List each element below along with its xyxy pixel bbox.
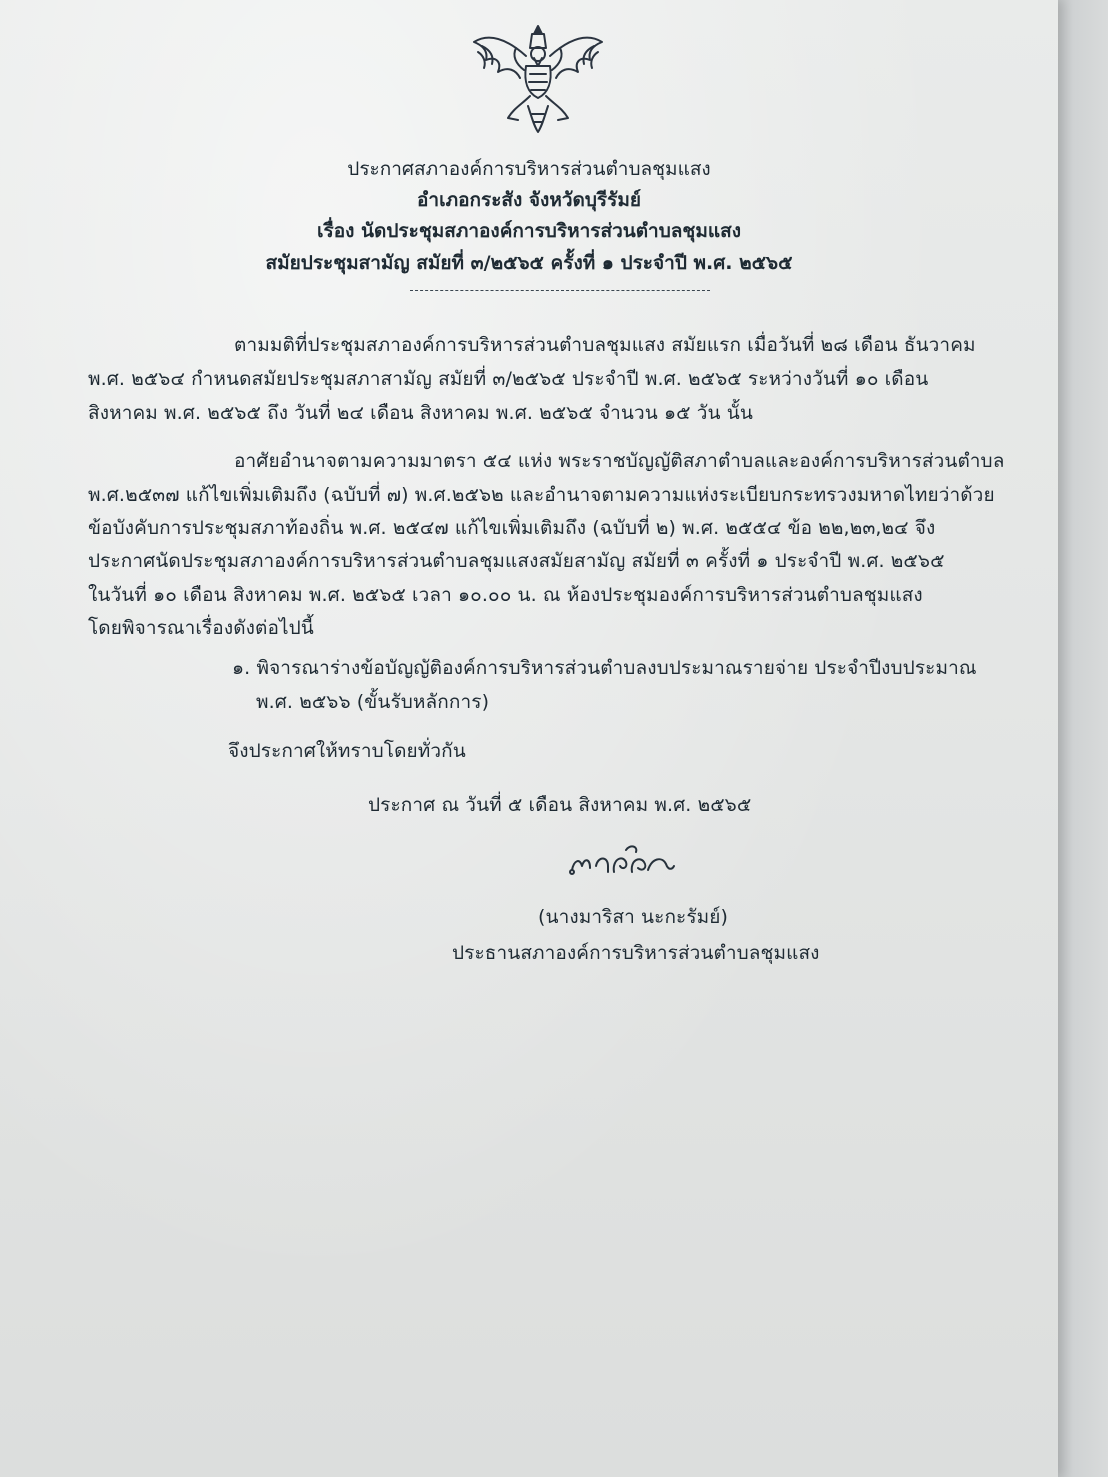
para1-line-3: สิงหาคม พ.ศ. ๒๕๖๕ ถึง วันที่ ๒๔ เดือน สิงหาคม พ.ศ. ๒๕๖๕ จำนวน ๑๕ วัน นั้น	[88, 402, 753, 424]
header-divider	[410, 290, 710, 291]
para2-line-2: พ.ศ.๒๕๓๗ แก้ไขเพิ่มเติมถึง (ฉบับที่ ๗) พ.ศ.๒๕๖๒ และอำนาจตามความแห่งระเบียบกระทรวงมหาดไทยว่าด้วย	[88, 484, 995, 506]
para1-line-1: ตามมติที่ประชุมสภาองค์การบริหารส่วนตำบลชุมแสง สมัยแรก เมื่อวันที่ ๒๘ เดือน ธันวาคม	[234, 334, 976, 356]
announcement-date: ประกาศ ณ วันที่ ๕ เดือน สิงหาคม พ.ศ. ๒๕๖๕	[368, 794, 752, 816]
agenda-item-1-line-2: พ.ศ. ๒๕๖๖ (ขั้นรับหลักการ)	[256, 691, 490, 713]
signatory-position: ประธานสภาองค์การบริหารส่วนตำบลชุมแสง	[452, 942, 820, 964]
para2-line-1: อาศัยอำนาจตามความมาตรา ๕๔ แห่ง พระราชบัญญัติสภาตำบลและองค์การบริหารส่วนตำบล	[234, 450, 1005, 472]
location-line: อำเภอกระสัง จังหวัดบุรีรัมย์	[417, 189, 641, 211]
para2-line-5: ในวันที่ ๑๐ เดือน สิงหาคม พ.ศ. ๒๕๖๕ เวลา ๑๐.๐๐ น. ณ ห้องประชุมองค์การบริหารส่วนตำบลชุมแสง	[88, 584, 923, 606]
subject-line: เรื่อง นัดประชุมสภาองค์การบริหารส่วนตำบลชุมแสง	[317, 220, 741, 242]
background-surface	[1058, 0, 1108, 1477]
handwritten-signature	[568, 836, 678, 888]
signatory-name: (นางมาริสา นะกะรัมย์)	[538, 906, 729, 928]
para1-line-2: พ.ศ. ๒๕๖๔ กำหนดสมัยประชุมสภาสามัญ สมัยที่ ๓/๒๕๖๕ ประจำปี พ.ศ. ๒๕๖๕ ระหว่างวันที่ ๑๐ เดือน	[88, 368, 929, 390]
para2-line-6: โดยพิจารณาเรื่องดังต่อไปนี้	[88, 617, 314, 639]
announcement-title: ประกาศสภาองค์การบริหารส่วนตำบลชุมแสง	[347, 158, 711, 180]
agenda-item-1-line-1: ๑. พิจารณาร่างข้อบัญญัติองค์การบริหารส่วนตำบลงบประมาณรายจ่าย ประจำปีงบประมาณ	[232, 657, 977, 679]
closing-line: จึงประกาศให้ทราบโดยทั่วกัน	[228, 740, 466, 762]
session-line: สมัยประชุมสามัญ สมัยที่ ๓/๒๕๖๕ ครั้งที่ ๑ ประจำปี พ.ศ. ๒๕๖๕	[265, 252, 793, 274]
para2-line-3: ข้อบังคับการประชุมสภาท้องถิ่น พ.ศ. ๒๕๔๗ แก้ไขเพิ่มเติมถึง (ฉบับที่ ๒) พ.ศ. ๒๕๕๔ ข้อ ๒๒,๒๓,๒๔ จึง	[88, 517, 936, 539]
para2-line-4: ประกาศนัดประชุมสภาองค์การบริหารส่วนตำบลชุมแสงสมัยสามัญ สมัยที่ ๓ ครั้งที่ ๑ ประจำปี พ.ศ. ๒๕๖๕	[88, 550, 945, 572]
garuda-emblem-icon	[468, 22, 608, 134]
